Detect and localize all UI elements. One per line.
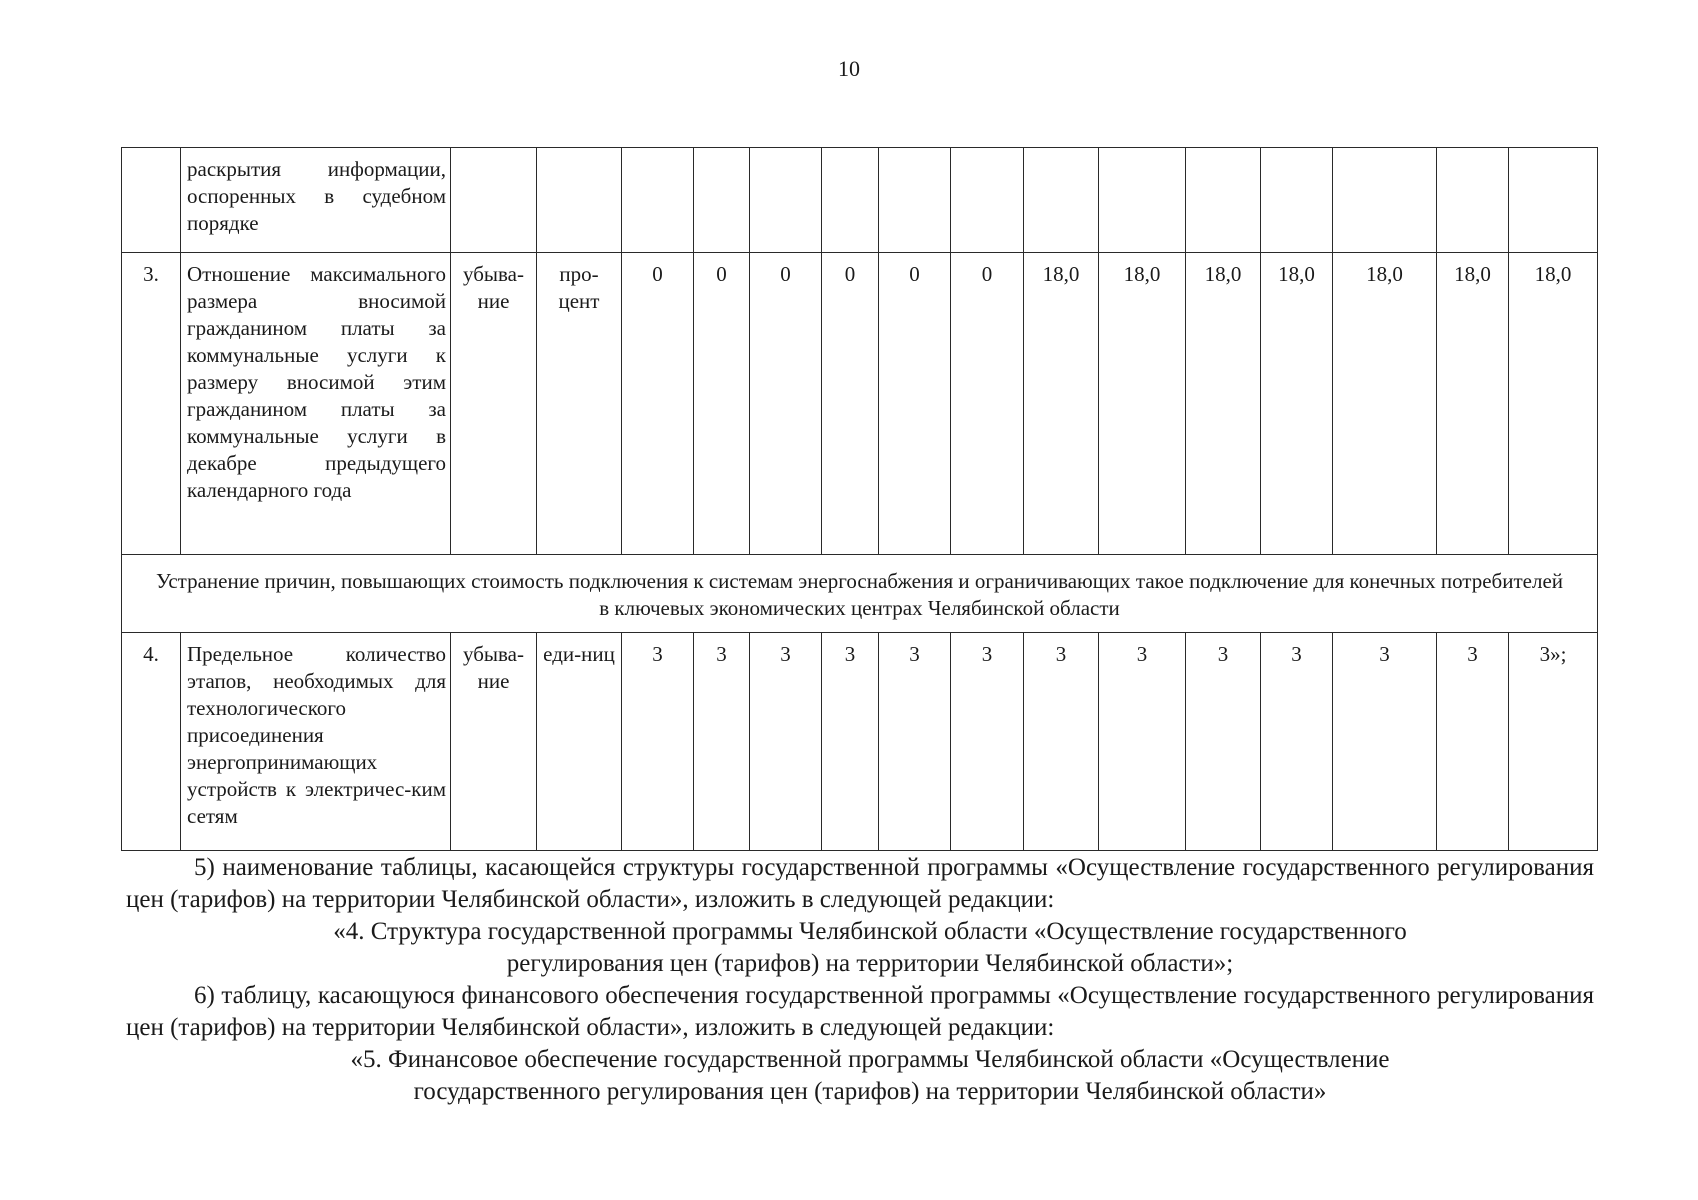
value-cell: 3: [1437, 633, 1509, 851]
value-cell: [1437, 148, 1509, 253]
value-cell: 0: [879, 253, 951, 555]
table-4-title-line-1: «4. Структура государственной программы Челябинской области «Осуществление государственного: [333, 918, 1407, 945]
row-number: 3.: [122, 253, 181, 555]
value-cell: 3: [694, 633, 750, 851]
value-cell: 18,0: [1186, 253, 1261, 555]
indicator-name: Предельное количество этапов, необходимых для технологического присоединения энергопринимающих устройств к электричес-ким сетям: [181, 633, 451, 851]
table-row: [122, 633, 1598, 851]
value-cell: [1509, 148, 1598, 253]
indicator-direction: убыва-ние: [451, 253, 537, 555]
value-cell: 3: [1186, 633, 1261, 851]
value-cell: 3»;: [1509, 633, 1598, 851]
row-number: 4.: [122, 633, 181, 851]
value-cell: [750, 148, 822, 253]
paragraph-item-6: 6) таблицу, касающуюся финансового обеспечения государственной программы «Осуществление государственного регулирования цен (тарифов) на территории Челябинской области», изложить в следующей редакции:: [126, 982, 1594, 1041]
value-cell: 18,0: [1437, 253, 1509, 555]
value-cell: 18,0: [1509, 253, 1598, 555]
value-cell: [1261, 148, 1333, 253]
paragraph-item-5: 5) наименование таблицы, касающейся структуры государственной программы «Осуществление государственного регулирования цен (тарифов) на территории Челябинской области», изложить в следующей редакции:: [126, 854, 1594, 913]
row-number: [122, 148, 181, 253]
value-cell: 0: [694, 253, 750, 555]
value-cell: 3: [951, 633, 1024, 851]
value-cell: 3: [1333, 633, 1437, 851]
table-row: [122, 253, 1598, 555]
indicator-direction: [451, 148, 537, 253]
value-cell: 0: [750, 253, 822, 555]
value-cell: 0: [822, 253, 879, 555]
table-5-title-line-2: государственного регулирования цен (тарифов) на территории Челябинской области»: [413, 1078, 1327, 1105]
table-body: [122, 148, 1598, 851]
value-cell: 0: [951, 253, 1024, 555]
section-title: Устранение причин, повышающих стоимость подключения к системам энергоснабжения и ограничивающих такое подключение для конечных потребителей в ключевых экономических центрах Челябинской области: [122, 555, 1598, 633]
value-cell: 18,0: [1333, 253, 1437, 555]
value-cell: 0: [622, 253, 694, 555]
indicator-unit: еди-ниц: [537, 633, 622, 851]
value-cell: 3: [1024, 633, 1099, 851]
value-cell: [951, 148, 1024, 253]
value-cell: 3: [1099, 633, 1186, 851]
indicator-name: раскрытия информации, оспоренных в судебном порядке: [181, 148, 451, 253]
value-cell: 3: [1261, 633, 1333, 851]
value-cell: [1099, 148, 1186, 253]
value-cell: [822, 148, 879, 253]
indicator-direction: убыва-ние: [451, 633, 537, 851]
value-cell: [879, 148, 951, 253]
indicator-unit: [537, 148, 622, 253]
value-cell: 3: [822, 633, 879, 851]
page-number: 10: [838, 56, 860, 81]
document-body: [126, 852, 1594, 1108]
value-cell: 3: [622, 633, 694, 851]
value-cell: [1024, 148, 1099, 253]
value-cell: 3: [750, 633, 822, 851]
value-cell: 18,0: [1261, 253, 1333, 555]
value-cell: [622, 148, 694, 253]
table-4-title-line-2: регулирования цен (тарифов) на территории Челябинской области»;: [506, 950, 1234, 977]
indicator-unit: про-цент: [537, 253, 622, 555]
indicator-name: Отношение максимального размера вносимой гражданином платы за коммунальные услуги к размеру вносимой этим гражданином платы за коммунальные услуги в декабре предыдущего календарного года: [181, 253, 451, 555]
value-cell: 18,0: [1099, 253, 1186, 555]
section-header-row: [122, 555, 1598, 633]
value-cell: 3: [879, 633, 951, 851]
table-row: [122, 148, 1598, 253]
value-cell: [694, 148, 750, 253]
value-cell: 18,0: [1024, 253, 1099, 555]
indicators-table: [121, 147, 1598, 851]
value-cell: [1333, 148, 1437, 253]
table-5-title-line-1: «5. Финансовое обеспечение государственной программы Челябинской области «Осуществление: [350, 1046, 1390, 1073]
value-cell: [1186, 148, 1261, 253]
